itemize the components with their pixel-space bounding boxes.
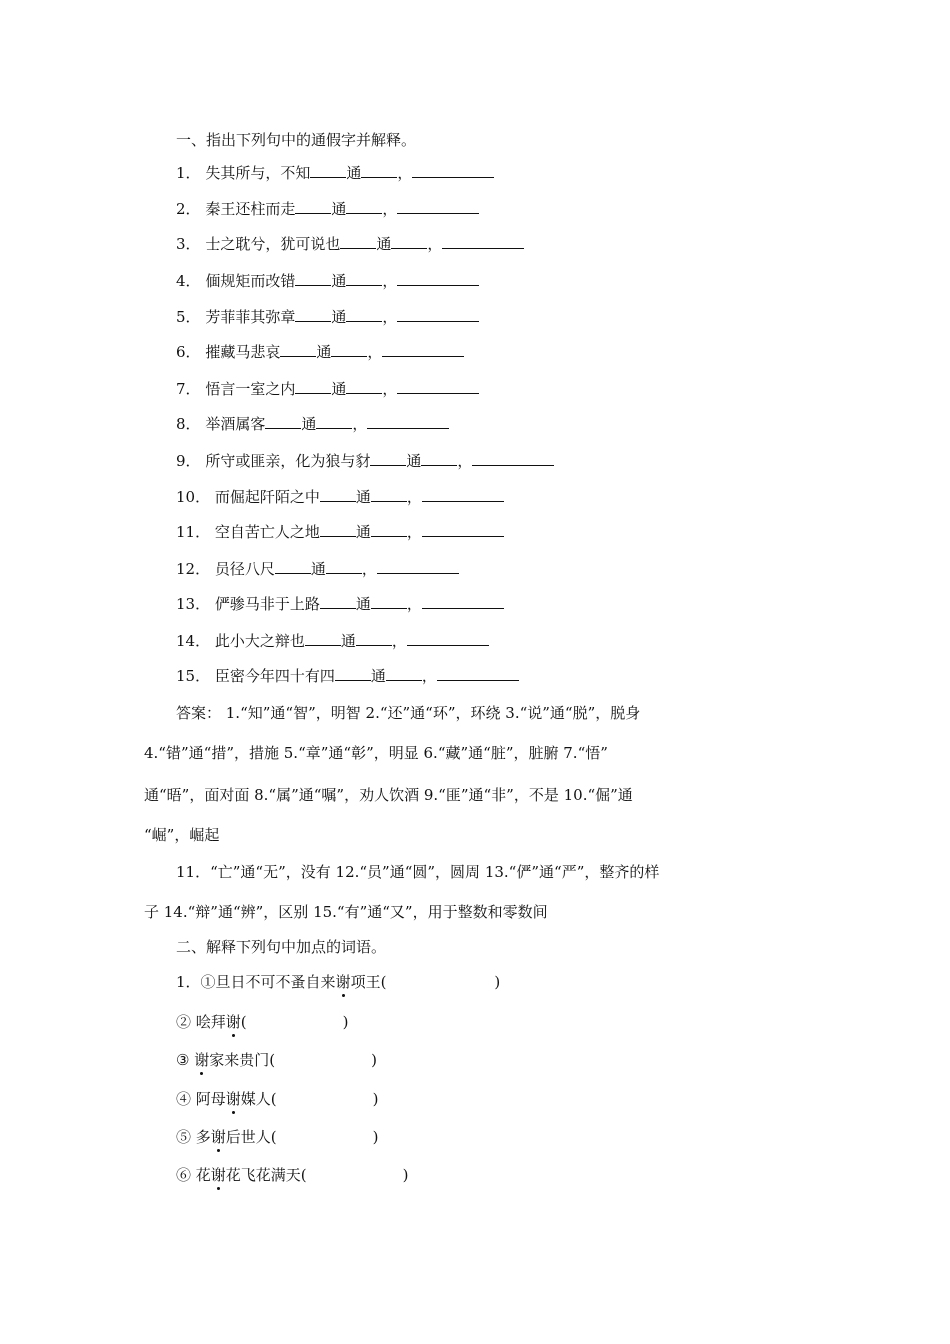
blank-substitute-char[interactable]: [331, 342, 367, 357]
blank-explanation[interactable]: [412, 163, 494, 178]
item-number: 10．: [176, 488, 215, 506]
blank-explanation[interactable]: [397, 199, 479, 214]
vocab-item: [176, 1050, 377, 1070]
close-paren: ): [494, 973, 501, 991]
vocab-suffix: 花飞花满天(: [225, 1166, 307, 1184]
comma: ，: [406, 595, 422, 613]
vocab-suffix: (: [240, 1013, 247, 1031]
exercise-item: [176, 379, 479, 399]
dotted-word: 谢: [225, 1090, 241, 1108]
item-number: 14．: [176, 632, 215, 650]
comma: ，: [382, 380, 398, 398]
blank-substitute-char[interactable]: [391, 234, 427, 249]
section2-heading: 二、解释下列句中加点的词语。: [176, 938, 387, 956]
answer-line-2: 4.“错”通“措”，措施 5.“章”通“彰”，明显 6.“藏”通“脏”，脏腑 7.“悟”: [144, 744, 608, 762]
item-number: 5．: [176, 308, 206, 326]
answer-line-6: 子 14.“辩”通“辨”，区别 15.“有”通“又”，用于整数和零数间: [144, 903, 548, 921]
blank-explanation[interactable]: [422, 487, 504, 502]
comma: ，: [361, 560, 377, 578]
exercise-item: [176, 631, 489, 651]
item-number: 9．: [176, 452, 206, 470]
item-sentence: 此小大之辩也: [214, 632, 305, 650]
comma: ，: [367, 343, 383, 361]
exercise-item: [176, 163, 494, 183]
tong-connector: 通: [376, 235, 392, 253]
vocab-item: [176, 1012, 349, 1032]
blank-explanation[interactable]: [437, 666, 519, 681]
tong-connector: 通: [355, 488, 371, 506]
tong-connector: 通: [331, 272, 347, 290]
vocab-suffix: 媒人(: [240, 1090, 277, 1108]
blank-substitute-char[interactable]: [356, 631, 392, 646]
exercise-item: [176, 234, 524, 254]
vocab-item: [176, 1127, 379, 1147]
vocab-prefix: 1．①旦日不可不蚤自来: [176, 973, 336, 991]
blank-substitute-char[interactable]: [346, 199, 382, 214]
blank-substitute-char[interactable]: [371, 487, 407, 502]
blank-substitute-char[interactable]: [346, 307, 382, 322]
close-paren: ): [342, 1013, 349, 1031]
tong-connector: 通: [331, 380, 347, 398]
blank-original-char[interactable]: [320, 487, 356, 502]
vocab-prefix: ④ 阿母: [176, 1090, 226, 1108]
item-sentence: 而倔起阡陌之中: [214, 488, 320, 506]
item-sentence: 偭规矩而改错: [205, 272, 296, 290]
exercise-item: [176, 342, 464, 362]
vocab-prefix: ③: [176, 1051, 195, 1069]
tong-connector: 通: [370, 667, 386, 685]
blank-original-char[interactable]: [280, 342, 316, 357]
vocab-prefix: ⑤ 多: [176, 1128, 211, 1146]
vocab-suffix: 项王(: [350, 973, 387, 991]
answer-line-5: 11．“亡”通“无”，没有 12.“员”通“圆”，圆周 13.“俨”通“严”，整齐的样: [176, 863, 660, 881]
item-number: 6．: [176, 343, 206, 361]
blank-substitute-char[interactable]: [346, 271, 382, 286]
exercise-item: [176, 414, 449, 434]
comma: ，: [382, 200, 398, 218]
item-number: 15．: [176, 667, 215, 685]
dotted-word: 谢: [210, 1128, 226, 1146]
close-paren: ): [372, 1128, 379, 1146]
blank-explanation[interactable]: [382, 342, 464, 357]
section1-heading: 一、指出下列句中的通假字并解释。: [176, 131, 417, 149]
vocab-prefix: ⑥ 花: [176, 1166, 211, 1184]
blank-original-char[interactable]: [295, 199, 331, 214]
vocab-item: [176, 1165, 409, 1185]
exercise-item: [176, 307, 479, 327]
item-number: 13．: [176, 595, 215, 613]
blank-substitute-char[interactable]: [361, 163, 397, 178]
comma: ，: [406, 488, 422, 506]
item-number: 8．: [176, 415, 206, 433]
blank-explanation[interactable]: [397, 379, 479, 394]
tong-connector: 通: [355, 595, 371, 613]
item-number: 7．: [176, 380, 206, 398]
blank-substitute-char[interactable]: [346, 379, 382, 394]
blank-explanation[interactable]: [442, 234, 524, 249]
item-number: 12．: [176, 560, 215, 578]
vocab-prefix: ② 哙拜: [176, 1013, 226, 1031]
exercise-item: [176, 487, 504, 507]
comma: ，: [391, 632, 407, 650]
tong-connector: 通: [316, 343, 332, 361]
comma: ，: [457, 452, 473, 470]
comma: ，: [406, 523, 422, 541]
blank-original-char[interactable]: [340, 234, 376, 249]
item-sentence: 臣密今年四十有四: [214, 667, 335, 685]
blank-original-char[interactable]: [305, 631, 341, 646]
dotted-word: 谢: [194, 1051, 210, 1069]
blank-explanation[interactable]: [407, 631, 489, 646]
blank-substitute-char[interactable]: [371, 594, 407, 609]
blank-explanation[interactable]: [422, 594, 504, 609]
item-sentence: 芳菲菲其弥章: [205, 308, 296, 326]
item-number: 4．: [176, 272, 206, 290]
blank-original-char[interactable]: [310, 163, 346, 178]
blank-original-char[interactable]: [320, 522, 356, 537]
vocab-item: [176, 1089, 379, 1109]
blank-substitute-char[interactable]: [421, 451, 457, 466]
item-sentence: 员径八尺: [214, 560, 275, 578]
exercise-item: [176, 666, 519, 686]
blank-original-char[interactable]: [335, 666, 371, 681]
item-number: 11．: [176, 523, 215, 541]
blank-substitute-char[interactable]: [316, 414, 352, 429]
exercise-item: [176, 451, 554, 471]
blank-original-char[interactable]: [295, 379, 331, 394]
tong-connector: 通: [340, 632, 356, 650]
comma: ，: [397, 164, 413, 182]
tong-connector: 通: [406, 452, 422, 470]
exercise-item: [176, 559, 459, 579]
vocab-suffix: 家来贵门(: [209, 1051, 276, 1069]
answer-line-4: “崛”，崛起: [144, 826, 220, 844]
answer-line-1: 答案： 1.“知”通“智”，明智 2.“还”通“环”，环绕 3.“说”通“脱”，脱身: [176, 704, 641, 722]
item-sentence: 举酒属客: [205, 415, 266, 433]
blank-explanation[interactable]: [397, 271, 479, 286]
answer-line-3: 通“晤”，面对面 8.“属”通“嘱”，劝人饮酒 9.“匪”通“非”，不是 10.“倔”通: [144, 786, 633, 804]
tong-connector: 通: [346, 164, 362, 182]
vocab-suffix: 后世人(: [225, 1128, 277, 1146]
dotted-word: 谢: [335, 973, 351, 991]
exercise-item: [176, 199, 479, 219]
dotted-word: 谢: [210, 1166, 226, 1184]
close-paren: ): [371, 1051, 377, 1069]
item-number: 1．: [176, 164, 206, 182]
blank-substitute-char[interactable]: [371, 522, 407, 537]
item-sentence: 俨骖马非于上路: [214, 595, 320, 613]
item-sentence: 悟言一室之内: [205, 380, 296, 398]
tong-connector: 通: [355, 523, 371, 541]
tong-connector: 通: [301, 415, 317, 433]
item-sentence: 摧藏马悲哀: [205, 343, 281, 361]
blank-explanation[interactable]: [377, 559, 459, 574]
blank-original-char[interactable]: [370, 451, 406, 466]
tong-connector: 通: [310, 560, 326, 578]
item-number: 3．: [176, 235, 206, 253]
exercise-item: [176, 594, 504, 614]
vocab-item: [176, 972, 500, 992]
comma: ，: [352, 415, 368, 433]
item-sentence: 士之耽兮，犹可说也: [205, 235, 341, 253]
close-paren: ): [402, 1166, 409, 1184]
exercise-item: [176, 522, 504, 542]
blank-original-char[interactable]: [320, 594, 356, 609]
blank-original-char[interactable]: [265, 414, 301, 429]
item-sentence: 所守或匪亲，化为狼与豺: [205, 452, 371, 470]
item-sentence: 秦王还柱而走: [205, 200, 296, 218]
comma: ，: [427, 235, 443, 253]
dotted-word: 谢: [225, 1013, 241, 1031]
blank-explanation[interactable]: [422, 522, 504, 537]
blank-explanation[interactable]: [472, 451, 554, 466]
comma: ，: [382, 272, 398, 290]
blank-original-char[interactable]: [295, 307, 331, 322]
blank-explanation[interactable]: [367, 414, 449, 429]
blank-substitute-char[interactable]: [386, 666, 422, 681]
blank-original-char[interactable]: [295, 271, 331, 286]
item-sentence: 空自苦亡人之地: [214, 523, 320, 541]
item-number: 2．: [176, 200, 206, 218]
comma: ，: [382, 308, 398, 326]
close-paren: ): [372, 1090, 379, 1108]
item-sentence: 失其所与，不知: [205, 164, 311, 182]
tong-connector: 通: [331, 308, 347, 326]
tong-connector: 通: [331, 200, 347, 218]
comma: ，: [421, 667, 437, 685]
blank-original-char[interactable]: [275, 559, 311, 574]
exercise-item: [176, 271, 479, 291]
blank-explanation[interactable]: [397, 307, 479, 322]
blank-substitute-char[interactable]: [326, 559, 362, 574]
